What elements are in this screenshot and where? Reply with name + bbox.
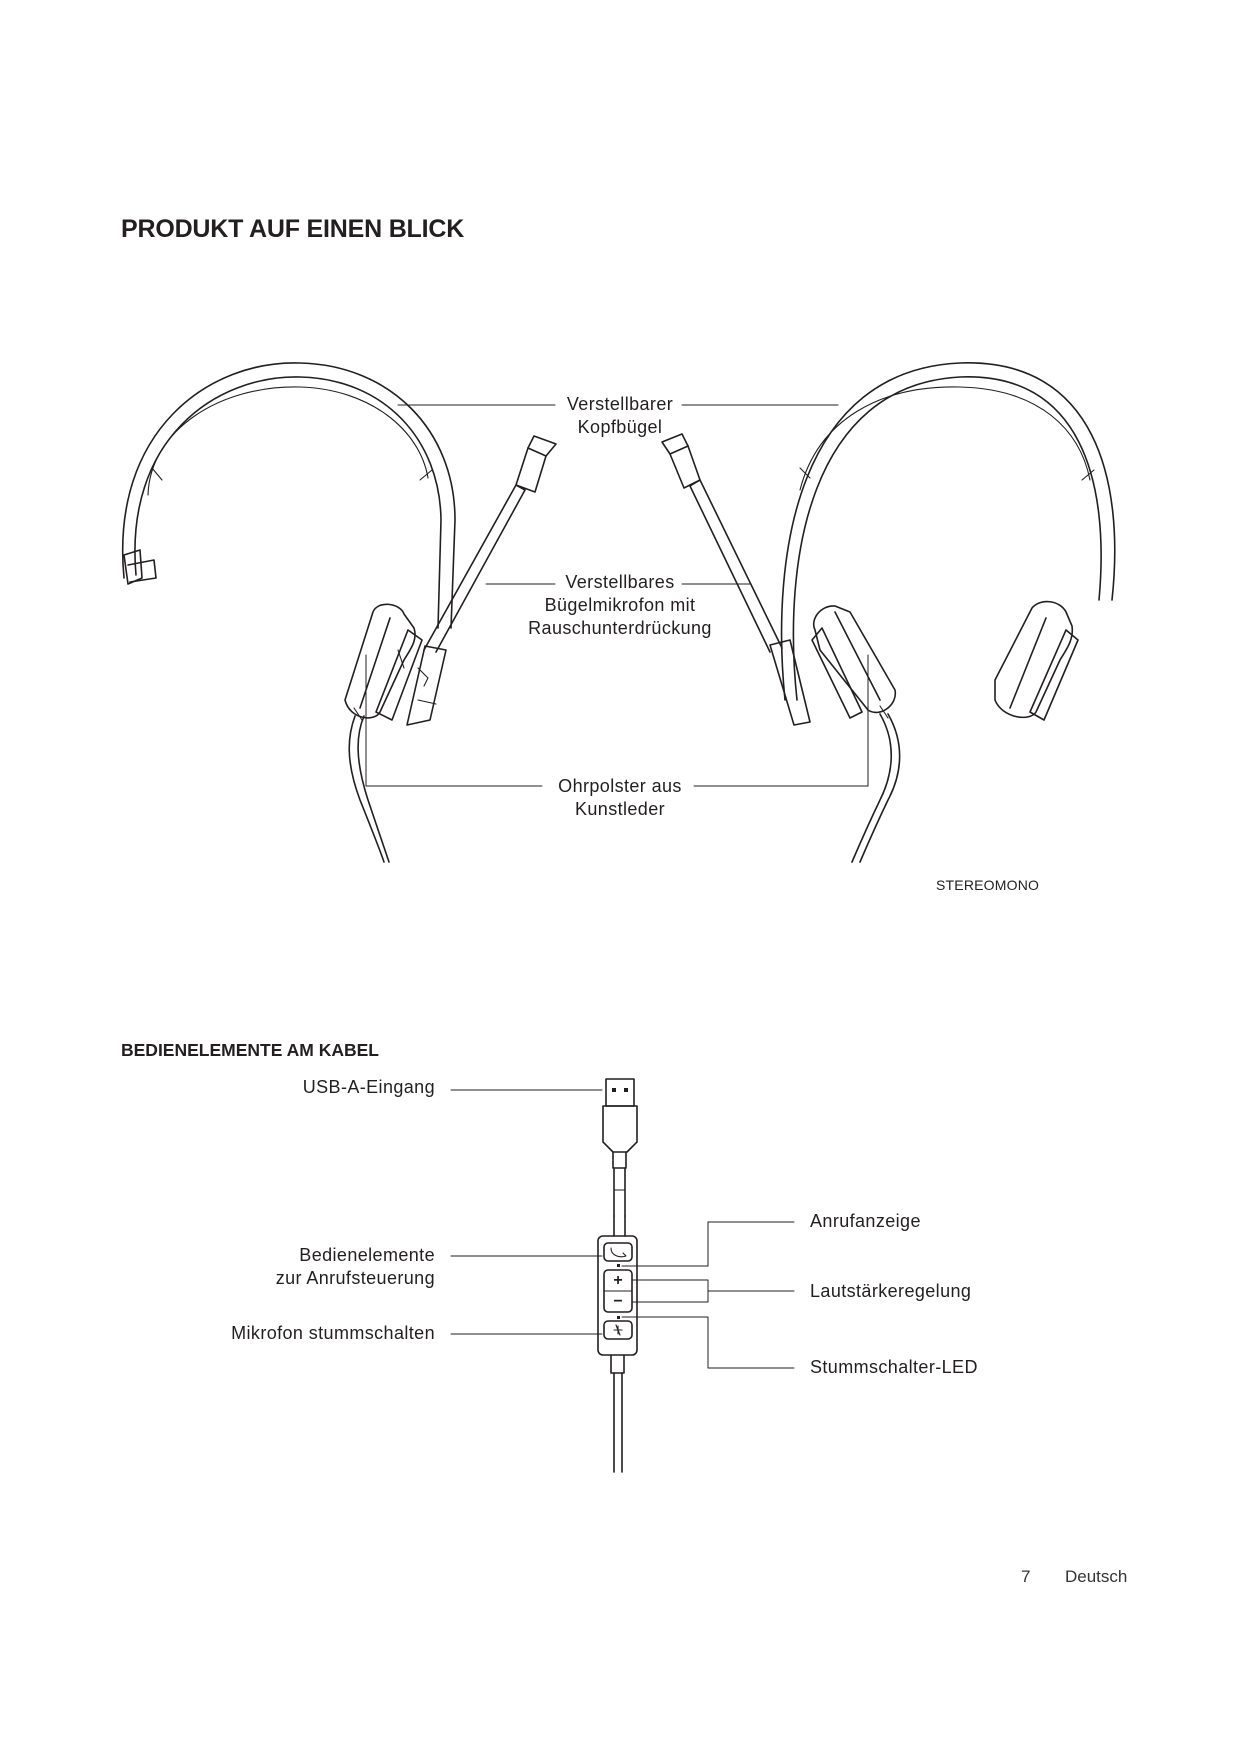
headband-label-line2: Kopfbügel [577, 417, 663, 437]
call-controls-label-line1: Bedienelemente [299, 1245, 435, 1265]
headband-label [500, 393, 740, 439]
language-label: Deutsch [1065, 1567, 1128, 1586]
microphone-label-line2: Bügelmikrofon mit [544, 595, 696, 615]
call-controls-label-line2: zur Anrufsteuerung [275, 1268, 435, 1288]
headband-label-line1: Verstellbarer [566, 394, 674, 414]
call-indicator-label: Anrufanzeige [810, 1211, 921, 1231]
earpads-label-line2: Kunstleder [574, 799, 666, 819]
earpads-label-line1: Ohrpolster aus [558, 776, 682, 796]
page-title: PRODUKT AUF EINEN BLICK [121, 215, 465, 243]
plus-icon: + [613, 1272, 623, 1289]
earpads-label [500, 775, 740, 821]
model-caption: STEREOMONO [936, 877, 1040, 893]
call-controls-label [200, 1244, 435, 1290]
microphone-label-line3: Rauschunterdrückung [528, 618, 712, 638]
page-number: 7 [1021, 1567, 1031, 1586]
mute-led-label: Stummschalter-LED [810, 1357, 978, 1377]
usb-label: USB-A-Eingang [302, 1077, 435, 1097]
microphone-label-line1: Verstellbares [565, 572, 675, 592]
controls-section-title: BEDIENELEMENTE AM KABEL [121, 1040, 379, 1060]
minus-icon: − [613, 1293, 623, 1310]
mute-button-label: Mikrofon stummschalten [231, 1323, 435, 1343]
volume-label: Lautstärkeregelung [810, 1281, 972, 1301]
controller-leader-lines [451, 1090, 794, 1368]
microphone-label [490, 571, 750, 640]
